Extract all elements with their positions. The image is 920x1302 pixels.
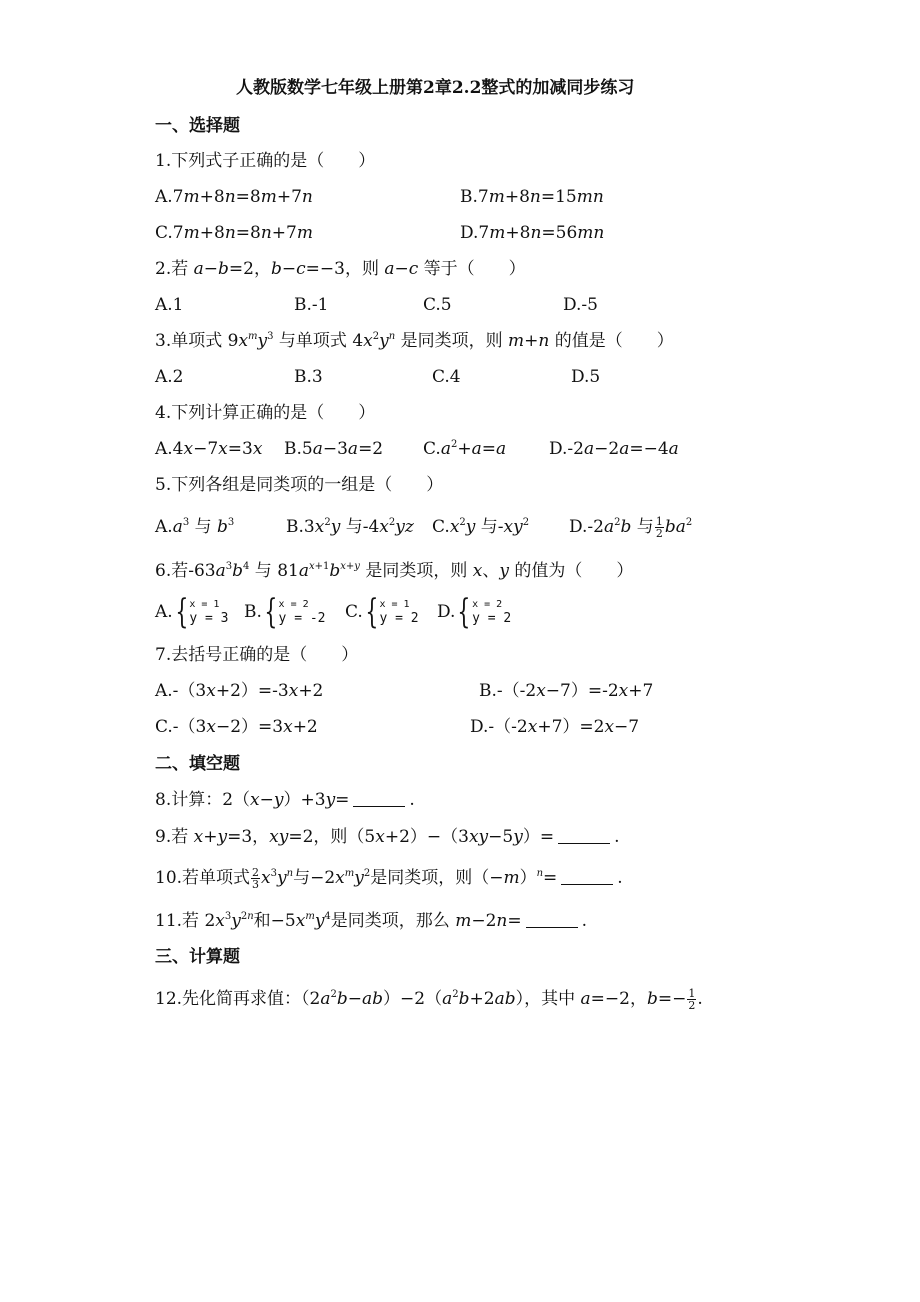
question-7-option-c: C.-（3x−2）=3x+2 [155,717,318,737]
question-1-option-a: A.7m+8n=8m+7n [155,187,313,207]
question-6-option-b: B. { x = 2 y = -2 [244,592,326,632]
question-9: 9.若 x+y=3，xy=2，则（5x+2）−（3xy−5y）= . [155,827,620,847]
fraction-one-half: $\frac{1}{2}$ [688,987,696,1012]
question-5-option-b: $B.3x^2y$ 与$-4x^2yz$ [286,517,414,537]
fraction-two-thirds: $\frac{2}{3}$ [252,866,260,891]
question-11: 11.若 $2x^3y^{2n}$和$-5x^my^4$是同类项，那么 m−2n= . [155,911,587,931]
question-6-option-d: D. { x = 2 y = 2 [437,592,512,632]
brace-icon: { [175,592,188,632]
answer-blank[interactable] [558,829,610,844]
question-3-option-c: C.4 [432,367,461,387]
question-6-stem: 6.若$-63a^3b^4$ 与 $81a^{x+1}b^{x+y}$ 是同类项，则 x、y 的值为（ ） [155,561,634,581]
question-5-stem: 5.下列各组是同类项的一组是（ ） [155,475,444,495]
question-7-option-b: B.-（-2x−7）=-2x+7 [479,681,654,701]
question-4-option-d: D.-2a−2a=−4a [549,439,679,459]
question-2-stem: 2.若 a−b=2，b−c=−3，则 a−c 等于（ ） [155,259,526,279]
question-6-option-c: C. { x = 1 y = 2 [345,592,419,632]
question-2-option-b: B.-1 [294,295,329,315]
question-5-option-c: $C.x^2y$ 与$-xy^2$ [432,517,530,537]
section-heading-fill: 二、填空题 [155,754,240,774]
answer-blank[interactable] [526,913,578,928]
question-3-option-d: D.5 [571,367,601,387]
answer-blank[interactable] [561,870,613,885]
question-4-option-a: A.4x−7x=3x [155,439,263,459]
question-6-option-a: A. { x = 1 y = 3 [155,592,229,632]
question-3-option-b: B.3 [294,367,323,387]
question-7-stem: 7.去括号正确的是（ ） [155,645,359,665]
question-2-option-a: A.1 [155,295,184,315]
question-4-option-c: $C.a^2+a=a$ [423,439,507,459]
question-3-option-a: A.2 [155,367,184,387]
question-4-stem: 4.下列计算正确的是（ ） [155,403,376,423]
question-12: 12.先化简再求值：$(2a^2b-ab)-2(a^2b+2ab)$，其中 a=−2，b=− $\frac{1}{2}$ . [155,987,703,1012]
fraction-one-half: $\frac{1}{2}$ [655,515,663,540]
question-1-option-c: C.7m+8n=8n+7m [155,223,313,243]
question-4-option-b: B.5a−3a=2 [284,439,384,459]
brace-icon: { [365,592,379,632]
answer-blank[interactable] [353,792,405,807]
question-7-option-d: D.-（-2x+7）=2x−7 [470,717,640,737]
question-1-stem: 1.下列式子正确的是（ ） [155,151,376,171]
question-5-option-d: $D.-2a^2b$ 与 $\frac{1}{2}$ $ba^2$ [569,515,693,540]
question-1-option-b: B.7m+8n=15mn [460,187,604,207]
page-title: 人教版数学七年级上册第2章2.2整式的加减同步练习 [236,78,635,98]
question-8: 8.计算：2（x−y）+3y= . [155,790,415,810]
question-10: 10.若单项式 $\frac{2}{3}$ $x^3y^n$与$-2x^my^2$是同类项，则$(-m)^n=$ . [155,866,623,891]
section-heading-calc: 三、计算题 [155,947,240,967]
question-7-option-a: A.-（3x+2）=-3x+2 [155,681,324,701]
question-1-option-d: D.7m+8n=56mn [460,223,605,243]
brace-icon: { [264,592,278,632]
question-2-option-c: C.5 [423,295,452,315]
question-5-option-a: $A.a^3$ 与 $b^3$ [155,517,235,537]
question-2-option-d: D.-5 [563,295,598,315]
section-heading-choice: 一、选择题 [155,116,240,136]
brace-icon: { [457,592,471,632]
question-3-stem: 3.单项式 $9x^my^3$ 与单项式 $4x^2y^n$ 是同类项，则 m+n 的值是（ ） [155,331,674,351]
